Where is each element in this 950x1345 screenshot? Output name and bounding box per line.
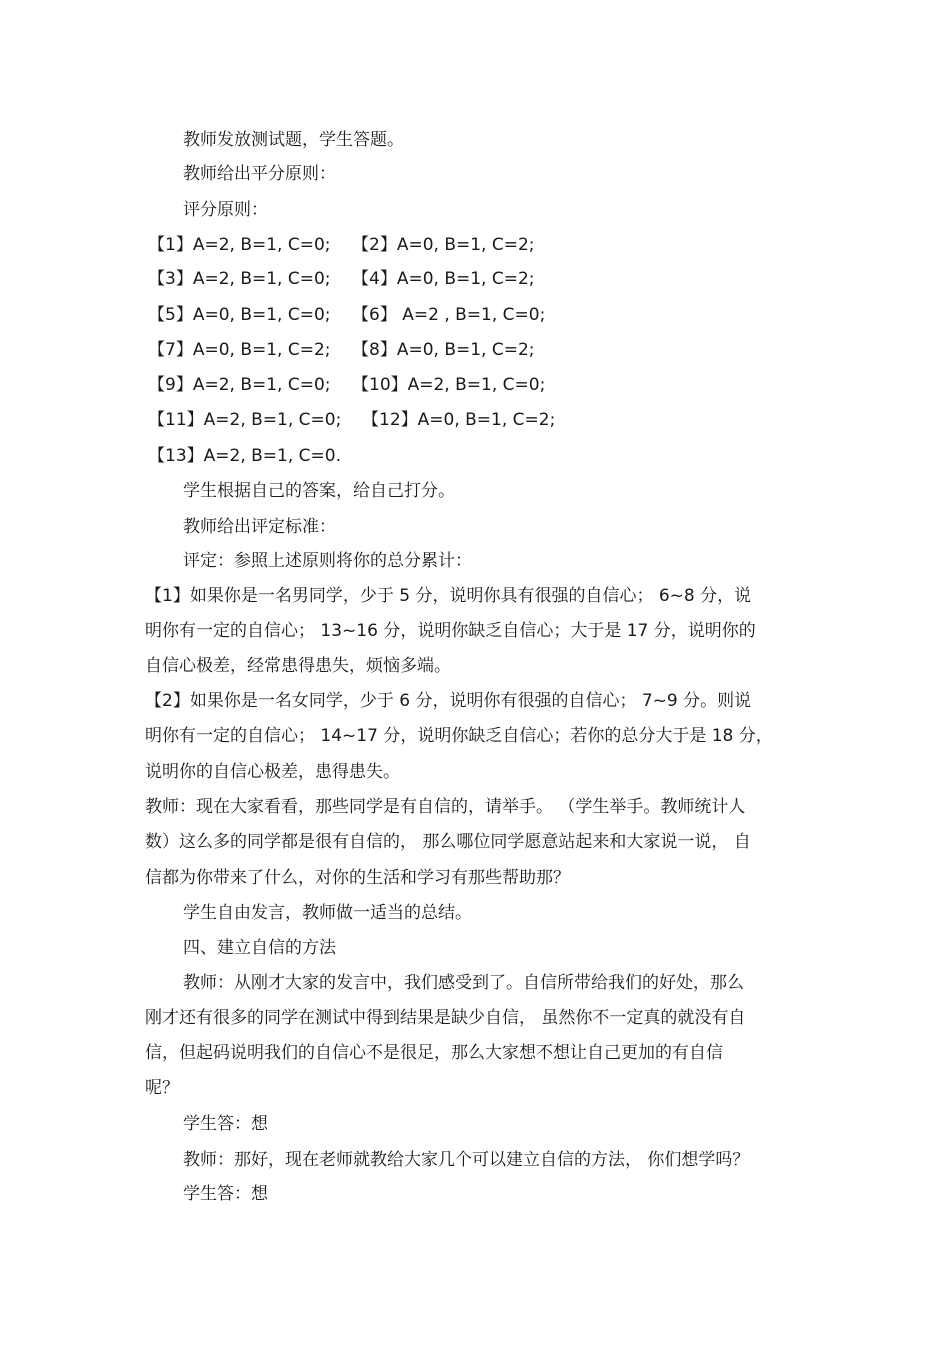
criteria-male-line-2: 明你有一定的自信心； 13~16 分，说明你缺乏自信心；大于是 17 分，说明你的	[145, 621, 756, 641]
criteria-female-line-2: 明你有一定的自信心； 14~17 分，说明你缺乏自信心；若你的总分大于是 18 分，	[145, 726, 773, 746]
scoring-rule-5: 【5】A=0, B=1, C=0;	[148, 305, 331, 325]
criteria-male-line-1: 【1】如果你是一名男同学，少于 5 分，说明你具有很强的自信心； 6~8 分，说	[145, 586, 752, 606]
teacher-block2-line-3: 信，但起码说明我们的自信心不是很足，那么大家想不想让自己更加的有自信	[145, 1043, 723, 1063]
scoring-rule-8: 【8】A=0, B=1, C=2;	[352, 340, 535, 360]
after-scoring-line-3: 评定：参照上述原则将你的总分累计：	[183, 551, 472, 571]
scoring-rule-4: 【4】A=0, B=1, C=2;	[352, 269, 535, 289]
scoring-rule-10: 【10】A=2, B=1, C=0;	[352, 375, 546, 395]
after-scoring-line-2: 教师给出评定标准：	[183, 517, 336, 537]
scoring-rule-12: 【12】A=0, B=1, C=2;	[362, 410, 556, 430]
scoring-rule-11: 【11】A=2, B=1, C=0;	[148, 410, 342, 430]
scoring-rule-13: 【13】A=2, B=1, C=0.	[148, 446, 341, 466]
teacher-block-line-3: 信都为你带来了什么，对你的生活和学习有那些帮助那？	[145, 868, 570, 888]
criteria-female-line-3: 说明你的自信心极差，患得患失。	[145, 762, 400, 782]
scoring-rule-9: 【9】A=2, B=1, C=0;	[148, 375, 331, 395]
criteria-male-line-3: 自信心极差，经常患得患失，烦恼多端。	[145, 656, 451, 676]
summary-line: 学生自由发言，教师做一适当的总结。	[183, 903, 472, 923]
criteria-female-line-1: 【2】如果你是一名女同学，少于 6 分，说明你有很强的自信心； 7~9 分。则说	[145, 691, 752, 711]
teacher-block2-line-2: 刚才还有很多的同学在测试中得到结果是缺少自信， 虽然你不一定真的就没有自	[145, 1008, 746, 1028]
teacher-block2-line-1: 教师：从刚才大家的发言中，我们感受到了。自信所带给我们的好处，那么	[183, 973, 744, 993]
after-scoring-line-1: 学生根据自己的答案，给自己打分。	[183, 481, 455, 501]
section-title: 四、建立自信的方法	[183, 938, 336, 958]
teacher-block-line-2: 数）这么多的同学都是很有自信的， 那么哪位同学愿意站起来和大家说一说， 自	[145, 832, 751, 852]
teacher-block2-line-4: 呢？	[145, 1078, 179, 1098]
intro-line-2: 教师给出平分原则：	[183, 164, 336, 184]
scoring-rule-2: 【2】A=0, B=1, C=2;	[352, 235, 535, 255]
scoring-rule-3: 【3】A=2, B=1, C=0;	[148, 269, 331, 289]
intro-line-3: 评分原则：	[183, 200, 268, 220]
scoring-rule-1: 【1】A=2, B=1, C=0;	[148, 235, 331, 255]
teacher-question: 教师：那好，现在老师就教给大家几个可以建立自信的方法， 你们想学吗？	[183, 1150, 750, 1170]
student-answer-2: 学生答：想	[183, 1184, 268, 1204]
student-answer-1: 学生答：想	[183, 1114, 268, 1134]
scoring-rule-6: 【6】 A=2 , B=1, C=0;	[352, 305, 546, 325]
teacher-block-line-1: 教师：现在大家看看，那些同学是有自信的，请举手。 （学生举手。教师统计人	[145, 797, 746, 817]
scoring-rule-7: 【7】A=0, B=1, C=2;	[148, 340, 331, 360]
intro-line-1: 教师发放测试题，学生答题。	[183, 130, 404, 150]
